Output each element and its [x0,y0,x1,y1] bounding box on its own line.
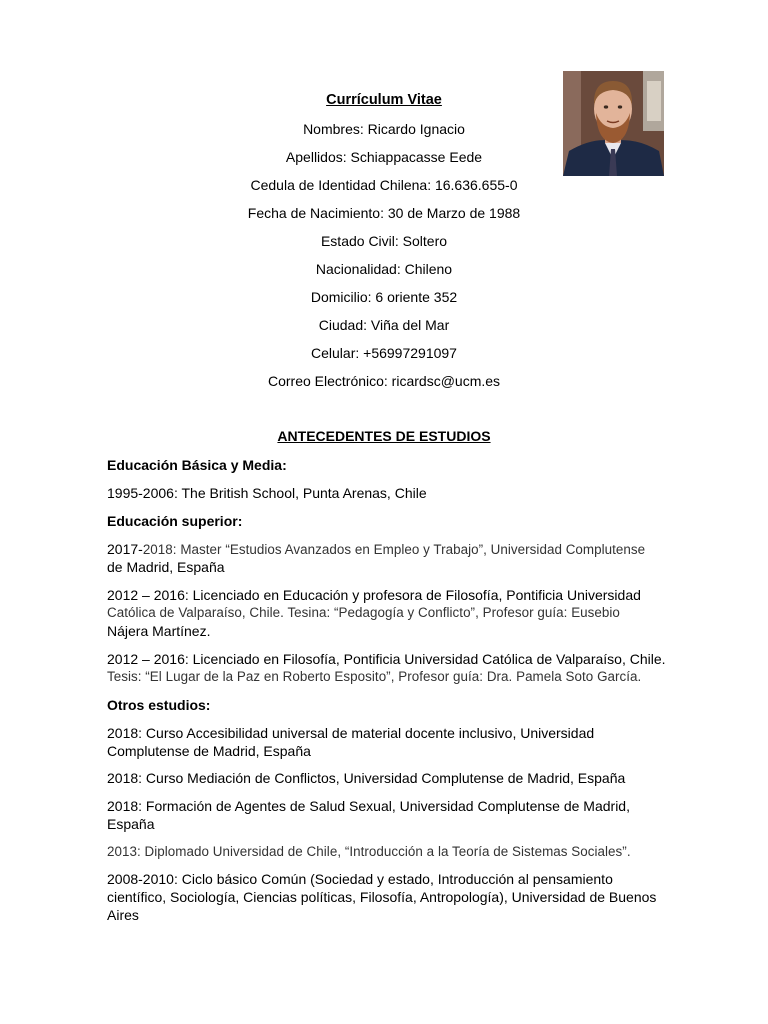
info-estado-civil: Estado Civil: Soltero [320,233,448,249]
other-entry-5-line3: Aires [107,907,139,923]
basic-education-heading: Educación Básica y Media: [107,457,287,473]
info-ciudad: Ciudad: Viña del Mar [318,317,450,333]
info-celular: Celular: +56997291097 [311,345,457,361]
other-entry-3: 2018: Formación de Agentes de Salud Sexual, Universidad Complutense de Madrid, [107,798,630,814]
other-entry-5: 2008-2010: Ciclo básico Común (Sociedad y estado, Introducción al pensamiento [107,871,613,887]
other-entry-1-line2: Complutense de Madrid, España [107,743,311,759]
higher-entry-1-start: 2017- [107,541,143,557]
higher-entry-1-line2: de Madrid, España [107,559,225,575]
other-entry-5-line2: científico, Sociología, Ciencias políticas, Filosofía, Antropología), Universidad de Buenos [107,889,657,905]
section-title-estudios: ANTECEDENTES DE ESTUDIOS [277,428,491,444]
info-apellidos: Apellidos: Schiappacasse Eede [285,149,483,165]
other-entry-2: 2018: Curso Mediación de Conflictos, Universidad Complutense de Madrid, España [107,770,626,786]
higher-education-heading: Educación superior: [107,513,243,529]
info-nombres: Nombres: Ricardo Ignacio [303,121,465,137]
other-entry-1: 2018: Curso Accesibilidad universal de material docente inclusivo, Universidad [107,725,595,741]
basic-education-entry: 1995-2006: The British School, Punta Arenas, Chile [107,485,427,501]
higher-entry-3-line2: Tesis: “El Lugar de la Paz en Roberto Esposito”, Profesor guía: Dra. Pamela Soto García. [107,669,642,684]
cv-title: Currículum Vitae [326,92,442,108]
info-domicilio: Domicilio: 6 oriente 352 [310,289,458,305]
info-nacionalidad: Nacionalidad: Chileno [315,261,453,277]
higher-entry-2: 2012 – 2016: Licenciado en Educación y profesora de Filosofía, Pontificia Universidad [107,587,641,603]
higher-entry-2-line2: Católica de Valparaíso, Chile. Tesina: “Pedagogía y Conflicto”, Profesor guía: Eusebio [107,605,620,620]
info-cedula: Cedula de Identidad Chilena: 16.636.655-0 [250,177,518,193]
other-entry-3-line2: España [107,816,155,832]
other-studies-heading: Otros estudios: [107,697,211,713]
info-correo: Correo Electrónico: ricardsc@ucm.es [267,373,501,389]
higher-entry-3: 2012 – 2016: Licenciado en Filosofía, Pontificia Universidad Católica de Valparaíso, Chile. [107,651,666,667]
info-nacimiento: Fecha de Nacimiento: 30 de Marzo de 1988 [247,205,521,221]
higher-entry-2-line3: Nájera Martínez. [107,623,211,639]
higher-entry-1-rest: 2018: Master “Estudios Avanzados en Empleo y Trabajo”, Universidad Complutense [142,542,646,557]
other-entry-4: 2013: Diplomado Universidad de Chile, “Introducción a la Teoría de Sistemas Sociales”. [107,844,631,859]
higher-entry-1 [107,540,667,559]
